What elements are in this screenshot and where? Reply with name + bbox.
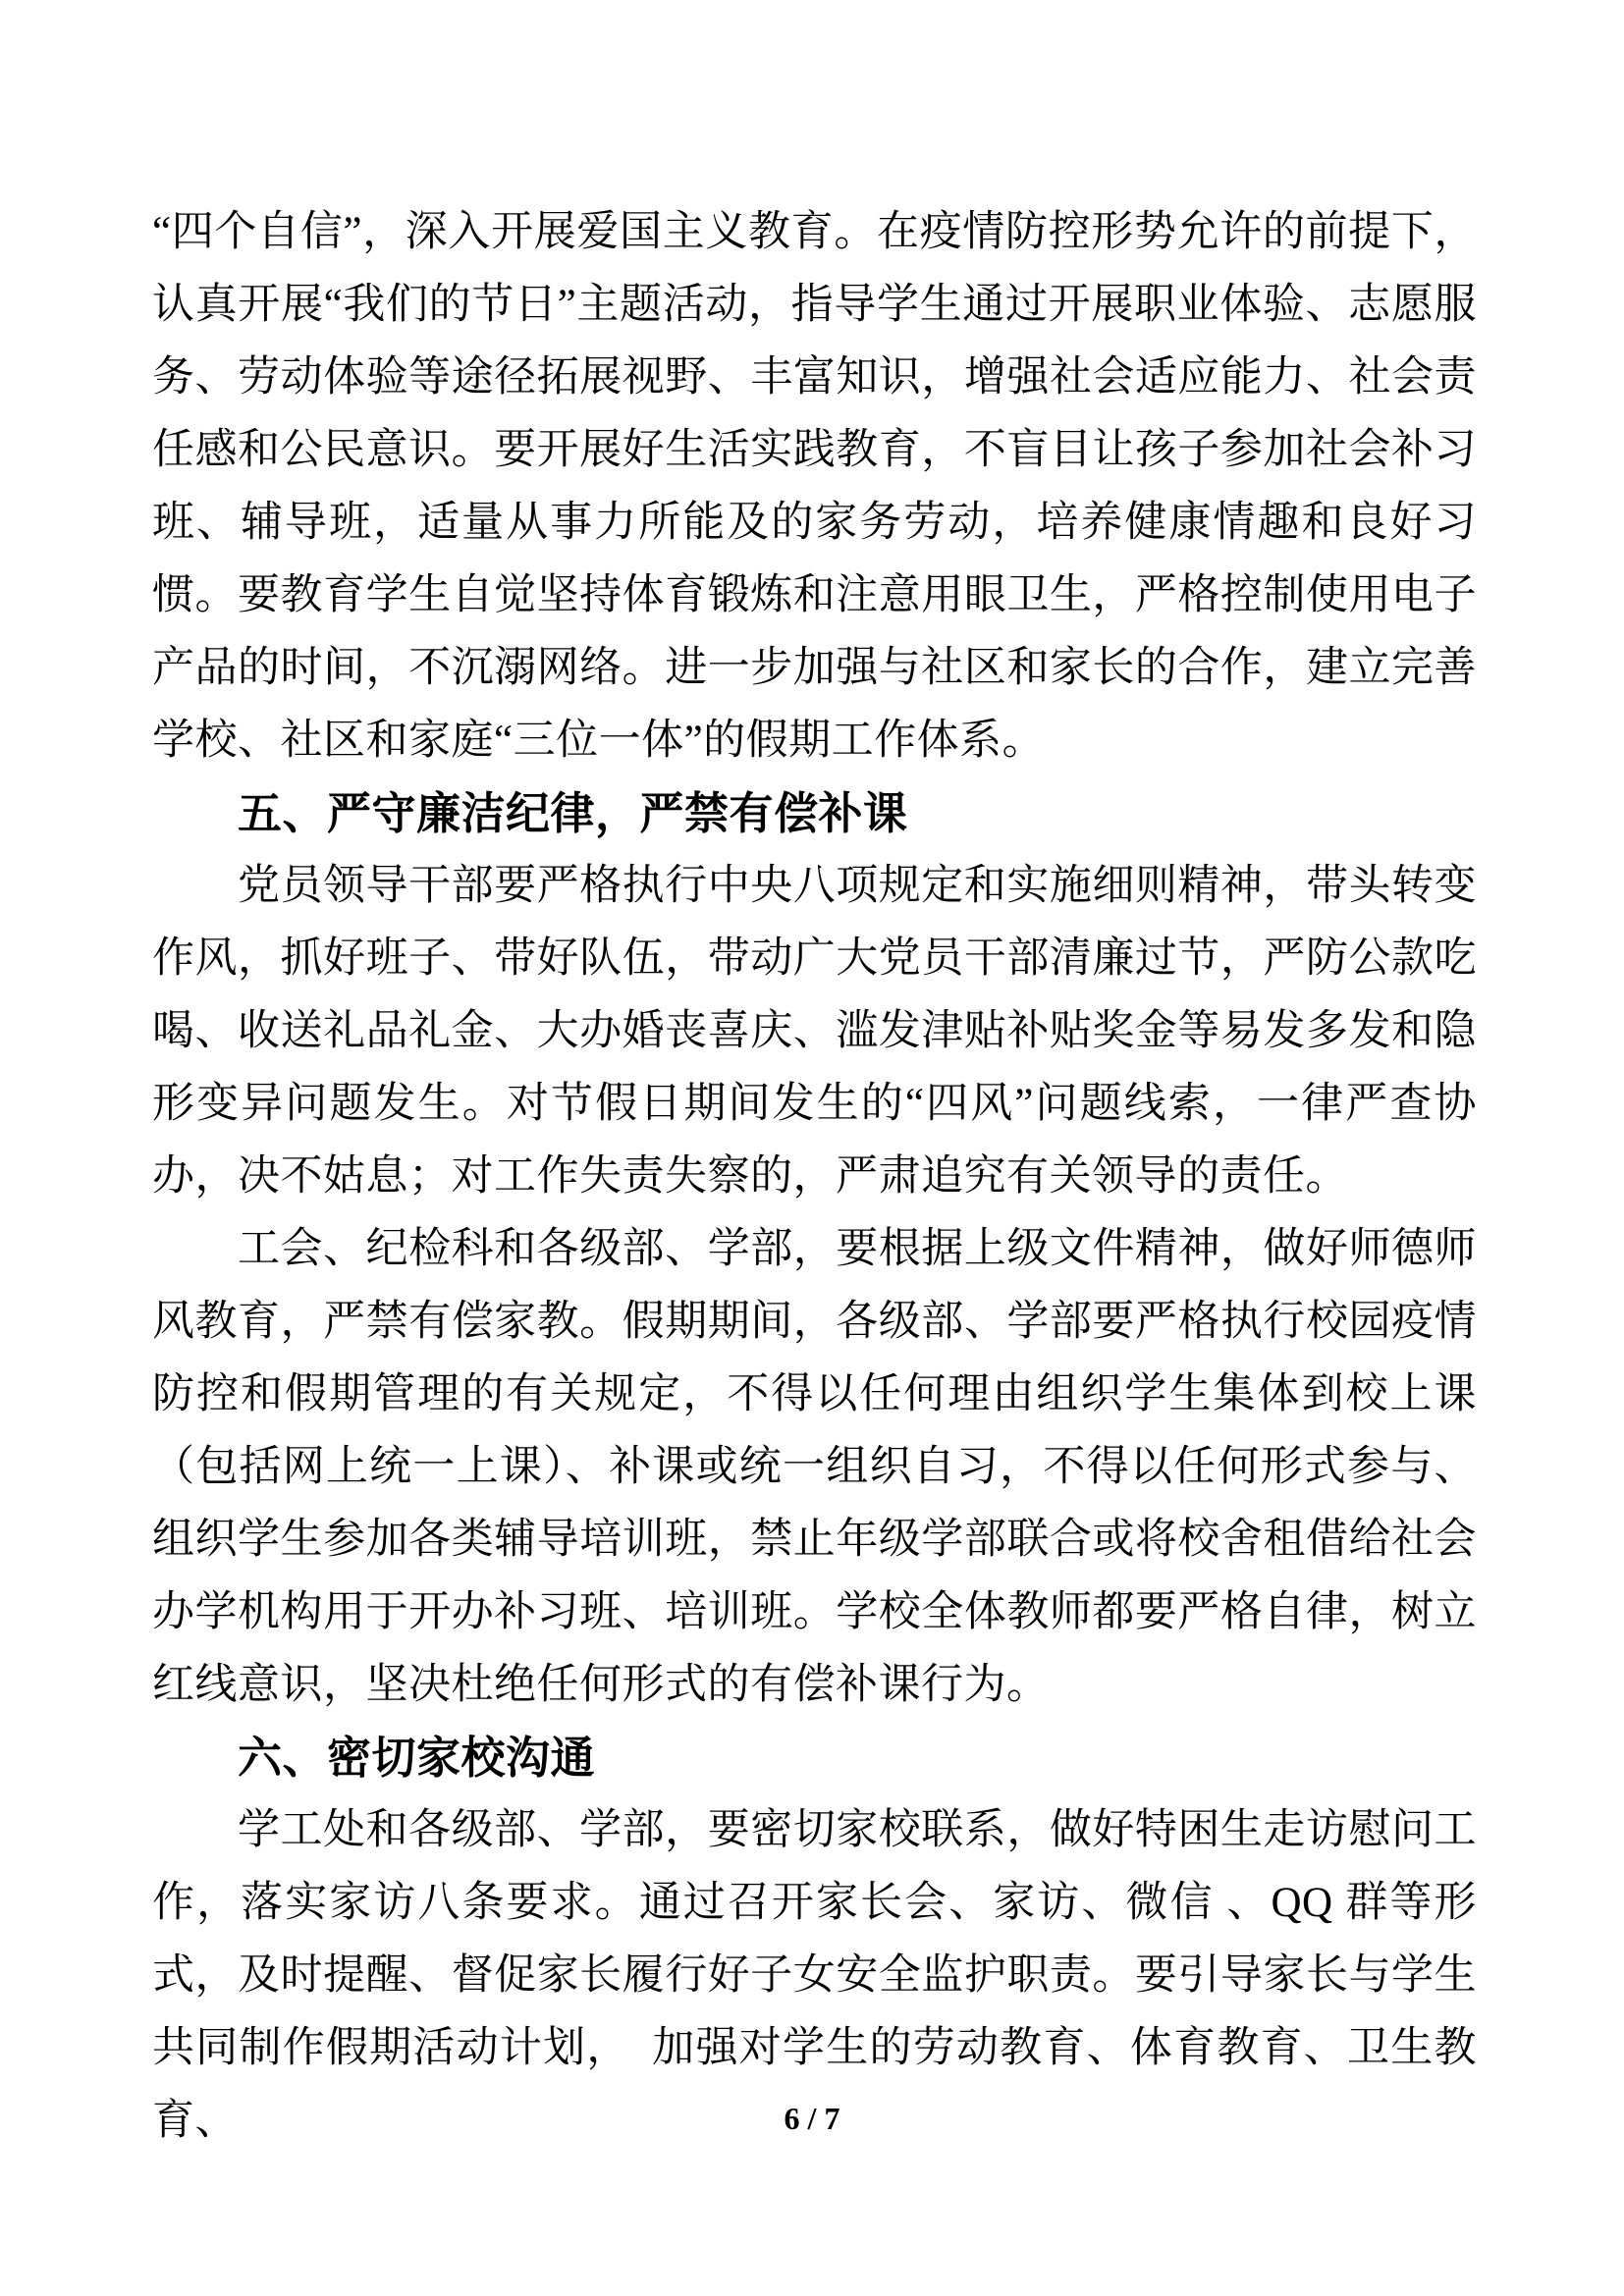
paragraph-no-paid-tutoring: 工会、纪检科和各级部、学部，要根据上级文件精神，做好师德师风教育，严禁有偿家教。假期期间，各级部、学部要严格执行校园疫情防控和假期管理的有关规定，不得以任何理由组织学生集体到校上课（包括网上统一上课）、补课或统一组织自习，不得以任何形式参与、组织学生参加各类辅导培训班，禁止年级学部联合或将校舍租借给社会办学机构用于开办补习班、培训班。学校全体教师都要严格自律，树立红线意识，坚决杜绝任何形式的有偿补课行为。 — [152, 1226, 1477, 1708]
section-heading-6: 六、密切家校沟通 — [238, 1733, 596, 1783]
document-content — [152, 196, 1477, 2158]
paragraph-continuation: “四个自信”，深入开展爱国主义教育。在疫情防控形势允许的前提下，认真开展“我们的节日”主题活动，指导学生通过开展职业体验、志愿服务、劳动体验等途径拓展视野、丰富知识，增强社会适应能力、社会责任感和公民意识。要开展好生活实践教育，不盲目让孩子参加社会补习班、辅导班，适量从事力所能及的家务劳动，培养健康情趣和良好习惯。要教育学生自觉坚持体育锻炼和注意用眼卫生，严格控制使用电子产品的时间，不沉溺网络。进一步加强与社区和家长的合作，建立完善学校、社区和家庭“三位一体”的假期工作体系。 — [152, 209, 1477, 764]
paragraph-discipline: 党员领导干部要严格执行中央八项规定和实施细则精神，带头转变作风，抓好班子、带好队伍，带动广大党员干部清廉过节，严防公款吃喝、收送礼品礼金、大办婚丧喜庆、滥发津贴补贴奖金等易发多发和隐形变异问题发生。对节假日期间发生的“四风”问题线索，一律严查协办，决不姑息；对工作失责失察的，严肃追究有关领导的责任。 — [152, 863, 1477, 1200]
paragraph-home-school: 学工处和各级部、学部，要密切家校联系，做好特困生走访慰问工作，落实家访八条要求。通过召开家长会、家访、微信 、QQ 群等形式，及时提醒、督促家长履行好子女安全监护职责。要引导家长与学生共同制作假期活动计划， 加强对学生的劳动教育、体育教育、卫生教育、 — [152, 1807, 1477, 2144]
page-number: 6 / 7 — [784, 2101, 840, 2136]
section-heading-5: 五、严守廉洁纪律，严禁有偿补课 — [238, 788, 908, 838]
page-footer — [0, 2101, 1624, 2137]
